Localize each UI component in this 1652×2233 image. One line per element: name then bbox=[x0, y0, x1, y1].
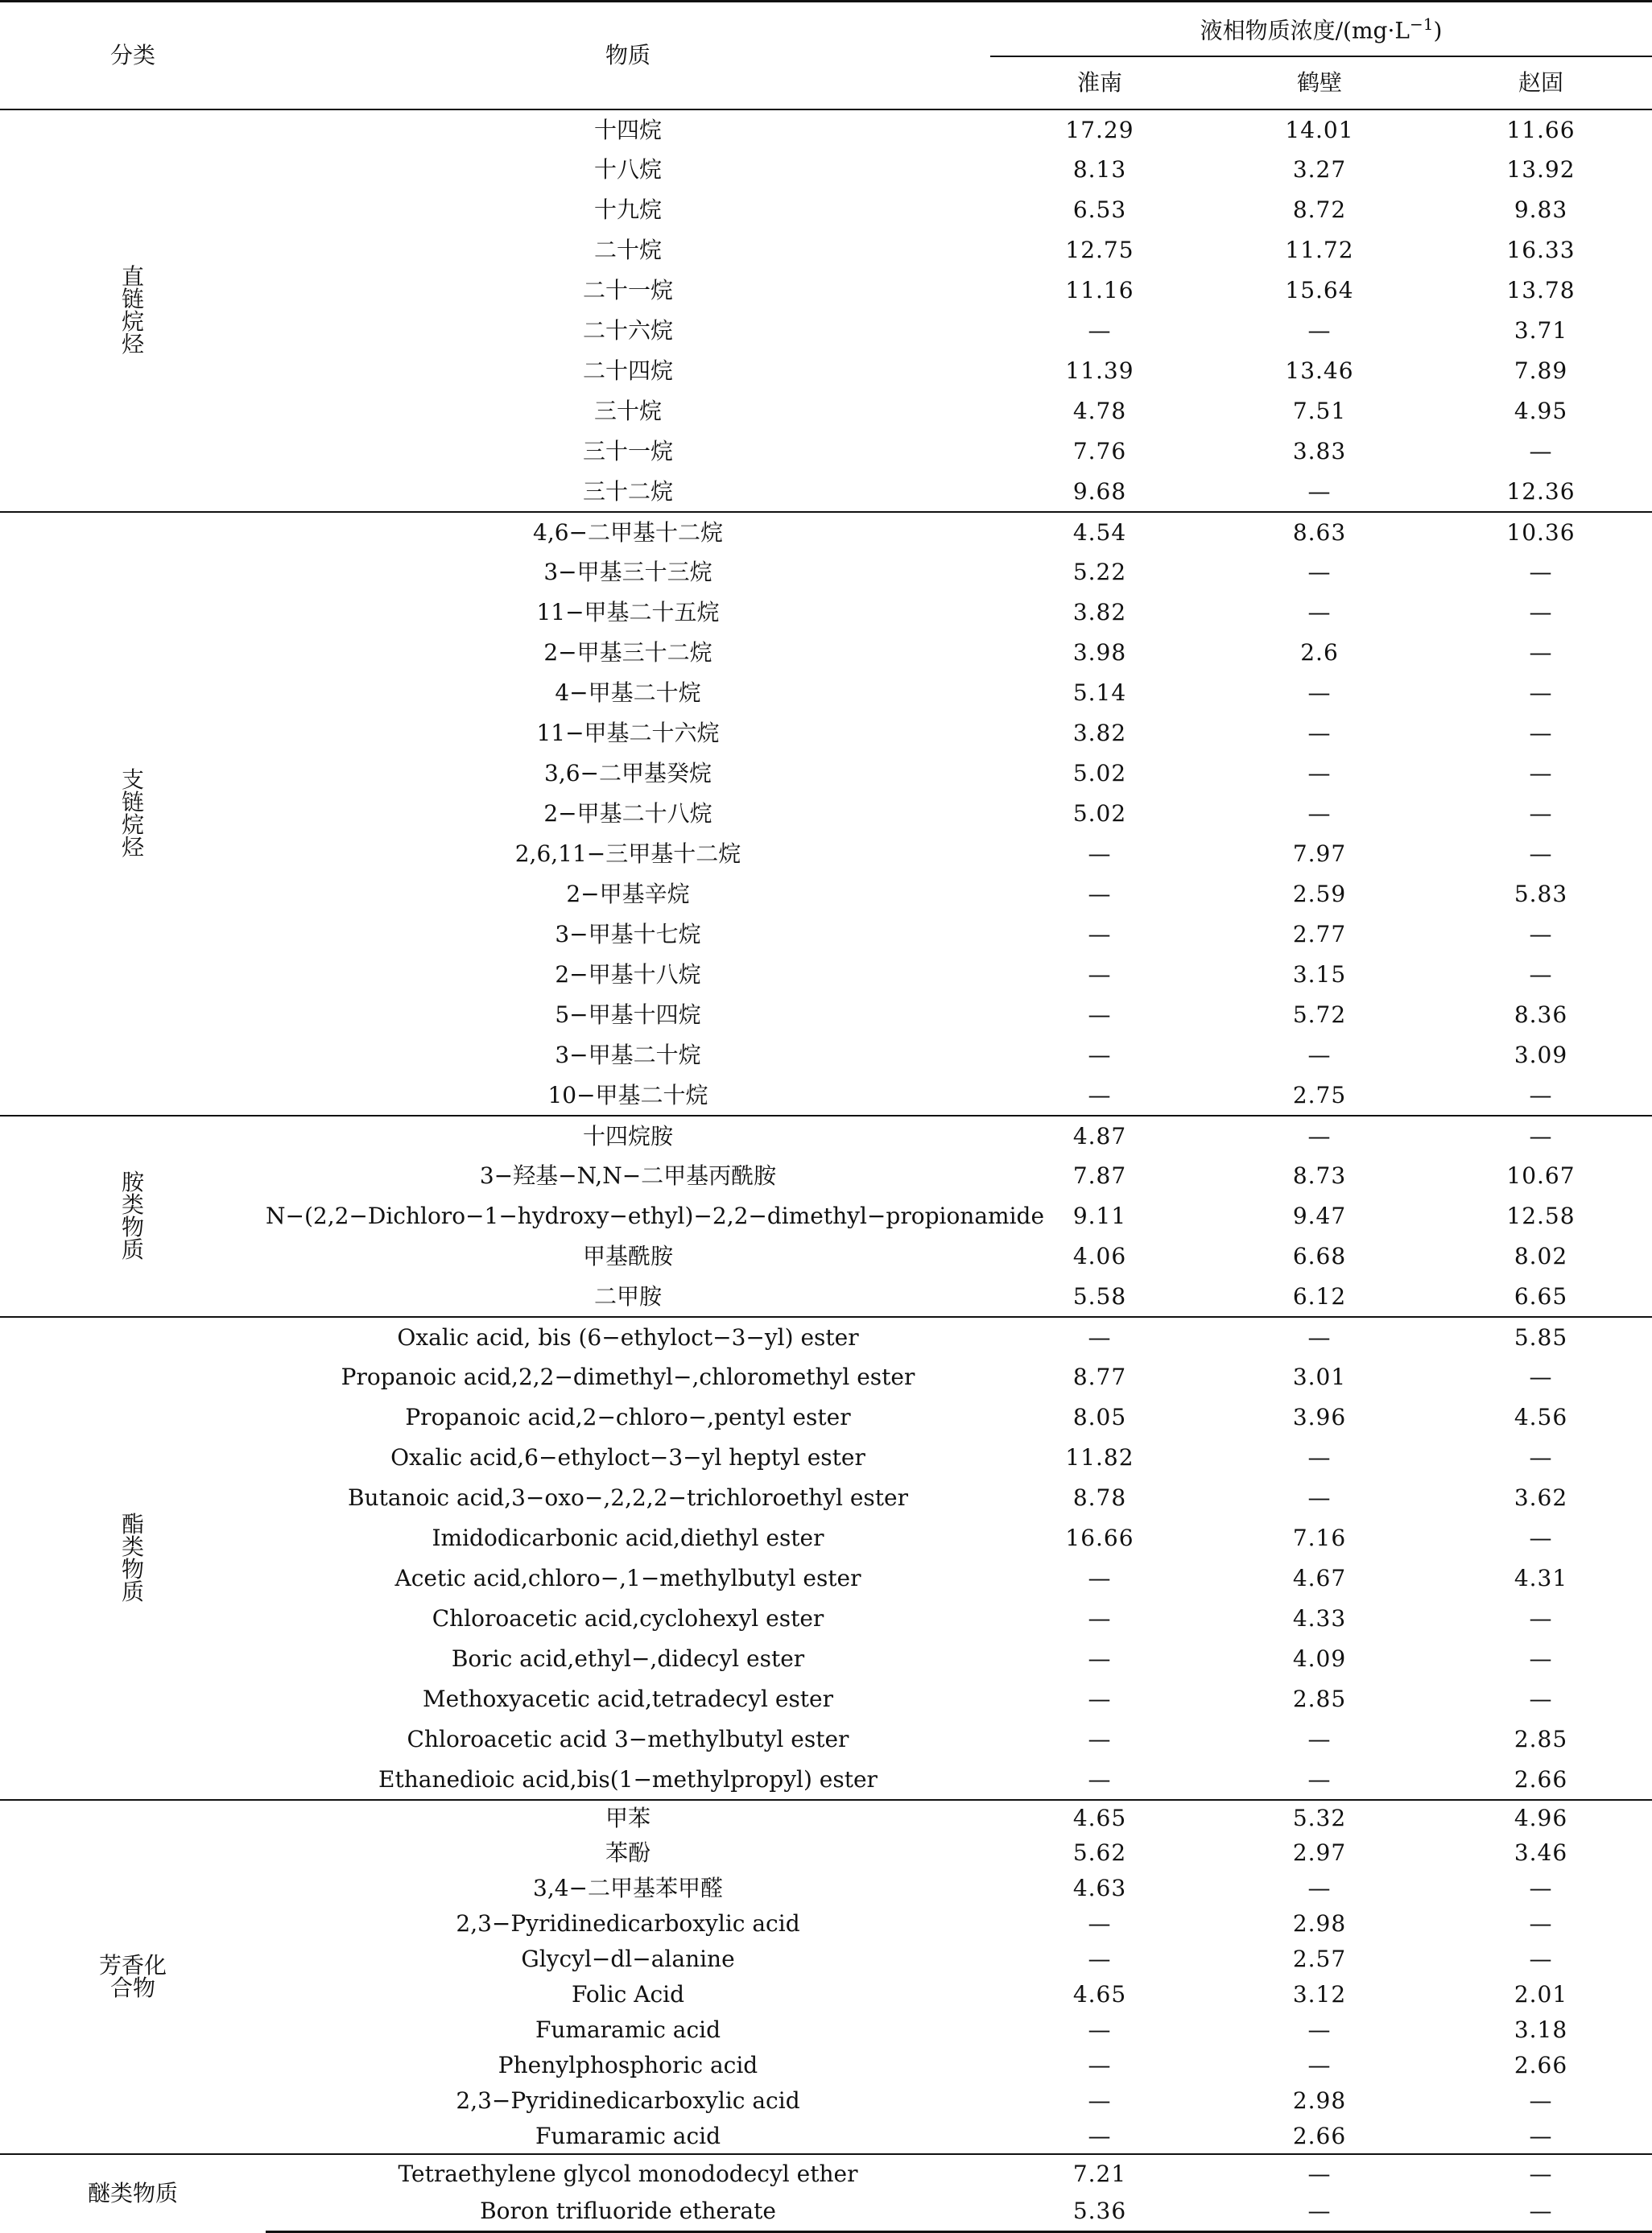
substance-name: 3−甲基十七烷 bbox=[555, 921, 701, 947]
substance-name: Methoxyacetic acid,tetradecyl ester bbox=[422, 1686, 834, 1712]
value-huainan: — bbox=[1088, 840, 1112, 867]
value-hebi: — bbox=[1209, 2154, 1430, 2193]
value-zhaogu: 3.71 bbox=[1514, 317, 1568, 344]
value-zhaogu: — bbox=[1529, 599, 1553, 625]
value-huainan: — bbox=[990, 1317, 1209, 1357]
substance-name: 2−甲基三十二烷 bbox=[543, 639, 712, 666]
substance-name: N−(2,2−Dichloro−1−hydroxy−ethyl)−2,2−dimethyl−propionamide bbox=[266, 1203, 1045, 1229]
category-label bbox=[0, 1317, 266, 1800]
value-hebi: — bbox=[1307, 559, 1332, 585]
value-hebi: — bbox=[1307, 1765, 1332, 1793]
value-zhaogu: 13.92 bbox=[1506, 156, 1576, 183]
value-huainan: 8.05 bbox=[1072, 1404, 1127, 1430]
value-huainan: 9.68 bbox=[1072, 477, 1127, 505]
value-zhaogu: — bbox=[1529, 1875, 1553, 1901]
value-huainan: 5.02 bbox=[1072, 760, 1127, 786]
value-huainan: — bbox=[1088, 1645, 1112, 1672]
header-concentration-group: 液相物质浓度$/(mg\cdot L^{-1})$ bbox=[990, 2, 1652, 57]
value-hebi: 8.73 bbox=[1292, 1162, 1347, 1189]
value-hebi: 4.67 bbox=[1292, 1565, 1347, 1591]
category-label-part: 胺 bbox=[121, 1169, 144, 1195]
substance-name: Fumaramic acid bbox=[535, 2122, 721, 2149]
value-zhaogu: — bbox=[1529, 1444, 1553, 1471]
value-hebi: — bbox=[1307, 760, 1332, 786]
table-row bbox=[0, 512, 1652, 552]
value-zhaogu: — bbox=[1529, 1081, 1553, 1108]
substance-name: 3,6−二甲基癸烷 bbox=[544, 760, 712, 786]
category-label-part: 醚类物质 bbox=[87, 2179, 178, 2206]
value-hebi: 4.09 bbox=[1292, 1645, 1347, 1672]
category-label bbox=[0, 1116, 266, 1317]
substance-name: 二十一烷 bbox=[582, 277, 673, 303]
value-hebi: 11.72 bbox=[1285, 237, 1354, 263]
value-huainan: 5.62 bbox=[1072, 1839, 1127, 1866]
value-hebi: 15.64 bbox=[1285, 277, 1354, 303]
substance-name: Folic Acid bbox=[571, 1981, 685, 2008]
value-hebi: 2.97 bbox=[1292, 1839, 1347, 1866]
value-zhaogu: — bbox=[1529, 961, 1553, 988]
substance-name: 2,3−Pyridinedicarboxylic acid bbox=[456, 2087, 800, 2114]
value-huainan: 3.98 bbox=[1072, 639, 1127, 666]
table-body bbox=[0, 109, 1652, 2231]
substance-name: 2,3−Pyridinedicarboxylic acid bbox=[456, 1910, 800, 1937]
value-huainan: 3.82 bbox=[1072, 599, 1127, 625]
category-label-part: 类 bbox=[121, 1191, 144, 1218]
value-huainan: — bbox=[1088, 2122, 1112, 2149]
value-hebi: 2.6 bbox=[1300, 639, 1339, 666]
value-zhaogu: 2.85 bbox=[1514, 1726, 1568, 1752]
value-huainan: — bbox=[1088, 1565, 1112, 1591]
value-zhaogu: — bbox=[1529, 720, 1553, 746]
value-zhaogu: 6.65 bbox=[1514, 1282, 1568, 1310]
substance-name: Imidodicarbonic acid,diethyl ester bbox=[432, 1525, 824, 1551]
category-label-part: 烷 bbox=[121, 308, 144, 335]
value-hebi: 6.12 bbox=[1292, 1282, 1347, 1310]
value-zhaogu: 11.66 bbox=[1430, 109, 1652, 150]
value-zhaogu: 3.09 bbox=[1514, 1042, 1568, 1068]
substance-name: 三十二烷 bbox=[582, 477, 673, 505]
value-zhaogu: 2.01 bbox=[1514, 1981, 1568, 2008]
category-label-part: 链 bbox=[121, 286, 144, 312]
value-huainan: 4.65 bbox=[990, 1800, 1209, 1835]
value-hebi: — bbox=[1307, 720, 1332, 746]
value-hebi: 5.72 bbox=[1292, 1001, 1347, 1028]
value-huainan: — bbox=[1088, 881, 1112, 907]
value-zhaogu: 3.62 bbox=[1514, 1484, 1568, 1511]
substance-name: Acetic acid,chloro−,1−methylbutyl ester bbox=[394, 1565, 861, 1591]
value-zhaogu: 4.56 bbox=[1514, 1404, 1568, 1430]
value-huainan: 5.58 bbox=[1072, 1282, 1127, 1310]
substance-name: 2−甲基十八烷 bbox=[555, 961, 701, 988]
value-zhaogu: 4.31 bbox=[1514, 1565, 1568, 1591]
value-hebi: 9.47 bbox=[1292, 1203, 1347, 1229]
substance-name: Phenylphosphoric acid bbox=[498, 2052, 758, 2078]
value-zhaogu: — bbox=[1529, 800, 1553, 827]
substance-name: 二十四烷 bbox=[582, 357, 673, 384]
value-hebi: 3.96 bbox=[1292, 1404, 1347, 1430]
category-label-part: 链 bbox=[121, 789, 144, 815]
value-zhaogu: — bbox=[1529, 840, 1553, 867]
substance-name: Butanoic acid,3−oxo−,2,2,2−trichloroethyl ester bbox=[347, 1484, 909, 1511]
substance-name: 二十烷 bbox=[593, 237, 662, 263]
value-huainan: — bbox=[1088, 1910, 1112, 1937]
value-hebi: 2.98 bbox=[1292, 1910, 1347, 1937]
substance-name: Ethanedioic acid,bis(1−methylpropyl) ester bbox=[378, 1765, 878, 1793]
value-huainan: — bbox=[1088, 1001, 1112, 1028]
substance-name: 2,6,11−三甲基十二烷 bbox=[514, 840, 741, 867]
value-hebi: 2.57 bbox=[1292, 1946, 1347, 1972]
value-zhaogu: — bbox=[1529, 1910, 1553, 1937]
substance-name: 3−羟基−N,N−二甲基丙酰胺 bbox=[479, 1162, 777, 1189]
category-label bbox=[0, 512, 266, 1116]
category-label-part: 烃 bbox=[121, 331, 144, 357]
value-huainan: 7.76 bbox=[1072, 438, 1127, 464]
value-huainan: 9.11 bbox=[1072, 1203, 1127, 1229]
value-zhaogu: — bbox=[1529, 639, 1553, 666]
value-zhaogu: 3.46 bbox=[1514, 1839, 1568, 1866]
value-zhaogu: 7.89 bbox=[1514, 357, 1568, 384]
value-zhaogu: — bbox=[1529, 1364, 1553, 1390]
value-hebi: 2.77 bbox=[1292, 921, 1347, 947]
value-hebi: 2.59 bbox=[1292, 881, 1347, 907]
value-zhaogu: — bbox=[1529, 438, 1553, 464]
value-zhaogu: 8.02 bbox=[1514, 1243, 1568, 1269]
table-row bbox=[0, 109, 1652, 150]
value-hebi: — bbox=[1307, 2016, 1332, 2043]
value-hebi: 3.15 bbox=[1292, 961, 1347, 988]
table-row bbox=[0, 2154, 1652, 2193]
value-hebi: — bbox=[1307, 2052, 1332, 2078]
category-label-part: 质 bbox=[121, 1236, 144, 1263]
substance-name: Boric acid,ethyl−,didecyl ester bbox=[451, 1645, 805, 1672]
substance-name: 3,4−二甲基苯甲醛 bbox=[533, 1875, 723, 1901]
header-location-huainan: 淮南 bbox=[990, 56, 1209, 109]
substance-name: 三十烷 bbox=[593, 398, 662, 424]
substance-name: Tetraethylene glycol monododecyl ether bbox=[266, 2154, 990, 2193]
substance-name: 甲基酰胺 bbox=[582, 1243, 673, 1269]
value-huainan: — bbox=[1088, 1605, 1112, 1632]
value-huainan: 5.22 bbox=[1072, 559, 1127, 585]
value-huainan: — bbox=[1088, 961, 1112, 988]
value-zhaogu: — bbox=[1529, 1605, 1553, 1632]
value-huainan: — bbox=[1088, 1042, 1112, 1068]
value-huainan: 12.75 bbox=[1065, 237, 1134, 263]
value-zhaogu: — bbox=[1529, 2122, 1553, 2149]
value-hebi: 4.33 bbox=[1292, 1605, 1347, 1632]
value-zhaogu: — bbox=[1529, 679, 1553, 706]
value-zhaogu: — bbox=[1529, 559, 1553, 585]
value-hebi: — bbox=[1307, 1484, 1332, 1511]
category-label bbox=[0, 2154, 266, 2231]
value-zhaogu: — bbox=[1529, 2087, 1553, 2114]
substance-name: 十四烷 bbox=[266, 109, 990, 150]
value-huainan: 8.78 bbox=[1072, 1484, 1127, 1511]
substance-name: 4,6−二甲基十二烷 bbox=[266, 512, 990, 552]
value-zhaogu: 13.78 bbox=[1506, 277, 1576, 303]
value-zhaogu: 2.66 bbox=[1514, 2052, 1568, 2078]
substance-name: 三十一烷 bbox=[582, 438, 673, 464]
value-zhaogu: — bbox=[1529, 921, 1553, 947]
value-zhaogu: 8.36 bbox=[1514, 1001, 1568, 1028]
value-zhaogu: 16.33 bbox=[1506, 237, 1576, 263]
value-huainan: 4.54 bbox=[990, 512, 1209, 552]
value-hebi: 2.85 bbox=[1292, 1686, 1347, 1712]
header-category: 分类 bbox=[0, 2, 266, 110]
value-zhaogu: 3.18 bbox=[1514, 2016, 1568, 2043]
category-label-part: 质 bbox=[121, 1579, 144, 1605]
value-huainan: 17.29 bbox=[990, 109, 1209, 150]
value-huainan: — bbox=[1088, 1686, 1112, 1712]
substance-name: 十九烷 bbox=[593, 196, 662, 223]
value-huainan: 7.21 bbox=[990, 2154, 1209, 2193]
value-huainan: 6.53 bbox=[1072, 196, 1127, 223]
category-label-part: 合物 bbox=[109, 1975, 155, 2001]
substance-name: Chloroacetic acid,cyclohexyl ester bbox=[432, 1605, 824, 1632]
value-zhaogu: — bbox=[1529, 1525, 1553, 1551]
value-zhaogu: — bbox=[1430, 2154, 1652, 2193]
substance-name: 10−甲基二十烷 bbox=[547, 1081, 708, 1108]
value-hebi: — bbox=[1209, 1317, 1430, 1357]
value-huainan: 5.14 bbox=[1072, 679, 1127, 706]
category-label-part: 支 bbox=[121, 766, 144, 793]
value-huainan: 3.82 bbox=[1072, 720, 1127, 746]
value-huainan: — bbox=[1088, 921, 1112, 947]
value-zhaogu: 12.36 bbox=[1506, 477, 1576, 505]
value-hebi: — bbox=[1307, 477, 1332, 505]
table-row bbox=[0, 1800, 1652, 1835]
value-huainan: 4.63 bbox=[1072, 1875, 1127, 1901]
value-huainan: 7.87 bbox=[1072, 1162, 1127, 1189]
value-zhaogu: 5.85 bbox=[1430, 1317, 1652, 1357]
value-zhaogu: 10.67 bbox=[1506, 1162, 1576, 1189]
value-huainan: — bbox=[1088, 2016, 1112, 2043]
value-zhaogu: 5.83 bbox=[1514, 881, 1568, 907]
value-hebi: — bbox=[1307, 599, 1332, 625]
value-huainan: 11.39 bbox=[1065, 357, 1134, 384]
value-huainan: — bbox=[1088, 317, 1112, 344]
substance-name: Propanoic acid,2−chloro−,pentyl ester bbox=[405, 1404, 851, 1430]
value-huainan: 5.02 bbox=[1072, 800, 1127, 827]
substance-name: 二十六烷 bbox=[582, 317, 673, 344]
value-huainan: 8.77 bbox=[1072, 1364, 1127, 1390]
substance-name: Glycyl−dl−alanine bbox=[521, 1946, 735, 1972]
value-hebi: 3.27 bbox=[1292, 156, 1347, 183]
substance-name: Boron trifluoride etherate bbox=[266, 2193, 990, 2231]
value-hebi: 2.98 bbox=[1292, 2087, 1347, 2114]
value-hebi: — bbox=[1307, 1444, 1332, 1471]
category-label-part: 物 bbox=[121, 1214, 144, 1240]
substance-name: Oxalic acid,6−ethyloct−3−yl heptyl ester bbox=[390, 1444, 865, 1471]
value-huainan: 11.16 bbox=[1065, 277, 1134, 303]
value-hebi: 8.63 bbox=[1209, 512, 1430, 552]
value-zhaogu: 12.58 bbox=[1506, 1203, 1576, 1229]
value-huainan: — bbox=[1088, 1765, 1112, 1793]
value-huainan: — bbox=[1088, 2052, 1112, 2078]
value-hebi: 5.32 bbox=[1209, 1800, 1430, 1835]
category-label bbox=[0, 1800, 266, 2154]
substance-name: 2−甲基辛烷 bbox=[566, 881, 690, 907]
category-label-part: 直 bbox=[121, 263, 144, 290]
substance-name: 甲苯 bbox=[266, 1800, 990, 1835]
value-hebi: — bbox=[1307, 317, 1332, 344]
value-huainan: 8.13 bbox=[1072, 156, 1127, 183]
substance-name: Fumaramic acid bbox=[535, 2016, 721, 2043]
header-location-hebi: 鹤壁 bbox=[1209, 56, 1430, 109]
category-label-part: 物 bbox=[121, 1556, 144, 1583]
value-hebi: 7.16 bbox=[1292, 1525, 1347, 1551]
substance-name: 4−甲基二十烷 bbox=[555, 679, 701, 706]
value-hebi: — bbox=[1307, 1875, 1332, 1901]
value-huainan: 4.65 bbox=[1072, 1981, 1127, 2008]
value-hebi: 8.72 bbox=[1292, 196, 1347, 223]
category-label-part: 芳香化 bbox=[98, 1952, 167, 1979]
value-hebi: 2.66 bbox=[1292, 2122, 1347, 2149]
substance-name: 11−甲基二十五烷 bbox=[536, 599, 720, 625]
table-row bbox=[0, 1317, 1652, 1357]
value-hebi: 7.97 bbox=[1292, 840, 1347, 867]
value-huainan: 4.87 bbox=[990, 1116, 1209, 1156]
value-huainan: — bbox=[1088, 2087, 1112, 2114]
value-hebi: — bbox=[1307, 1042, 1332, 1068]
value-huainan: 16.66 bbox=[1065, 1525, 1134, 1551]
value-hebi: — bbox=[1307, 1726, 1332, 1752]
substance-name: Oxalic acid, bis (6−ethyloct−3−yl) ester bbox=[266, 1317, 990, 1357]
category-label-part: 酯 bbox=[121, 1511, 144, 1538]
value-zhaogu: 2.66 bbox=[1514, 1765, 1568, 1793]
substance-name: 苯酚 bbox=[605, 1839, 650, 1866]
substance-name: 5−甲基十四烷 bbox=[555, 1001, 701, 1028]
value-hebi: 14.01 bbox=[1209, 109, 1430, 150]
value-huainan: — bbox=[1088, 1946, 1112, 1972]
substance-name: 3−甲基二十烷 bbox=[555, 1042, 701, 1068]
category-label-part: 烷 bbox=[121, 811, 144, 838]
value-zhaogu: — bbox=[1430, 1116, 1652, 1156]
value-hebi: 13.46 bbox=[1285, 357, 1354, 384]
substance-name: 十八烷 bbox=[593, 156, 662, 183]
value-hebi: — bbox=[1307, 679, 1332, 706]
table-row bbox=[0, 1116, 1652, 1156]
substance-name: Propanoic acid,2,2−dimethyl−,chloromethyl ester bbox=[341, 1364, 915, 1390]
value-hebi: — bbox=[1307, 800, 1332, 827]
value-huainan: 5.36 bbox=[990, 2193, 1209, 2231]
value-huainan: 4.06 bbox=[1072, 1243, 1127, 1269]
value-zhaogu: — bbox=[1529, 1645, 1553, 1672]
value-huainan: — bbox=[1088, 1081, 1112, 1108]
value-hebi: 3.12 bbox=[1292, 1981, 1347, 2008]
value-zhaogu: 9.83 bbox=[1514, 196, 1568, 223]
value-zhaogu: — bbox=[1529, 1946, 1553, 1972]
value-hebi: 6.68 bbox=[1292, 1243, 1347, 1269]
substance-name: 11−甲基二十六烷 bbox=[536, 720, 720, 746]
value-hebi: 3.83 bbox=[1292, 438, 1347, 464]
category-label bbox=[0, 109, 266, 512]
value-zhaogu: 4.96 bbox=[1430, 1800, 1652, 1835]
value-hebi: 2.75 bbox=[1292, 1081, 1347, 1108]
substance-name: 3−甲基三十三烷 bbox=[543, 559, 712, 585]
substance-name: 二甲胺 bbox=[593, 1282, 662, 1310]
value-hebi: — bbox=[1209, 1116, 1430, 1156]
value-hebi: — bbox=[1209, 2193, 1430, 2231]
value-zhaogu: — bbox=[1529, 760, 1553, 786]
header-substance: 物质 bbox=[266, 2, 990, 110]
category-label-part: 类 bbox=[121, 1533, 144, 1560]
value-zhaogu: 10.36 bbox=[1430, 512, 1652, 552]
substance-name: 2−甲基二十八烷 bbox=[543, 800, 712, 827]
value-hebi: 3.01 bbox=[1292, 1364, 1347, 1390]
value-hebi: 7.51 bbox=[1292, 398, 1347, 424]
category-label-part: 烃 bbox=[121, 834, 144, 861]
substance-name: 十四烷胺 bbox=[266, 1116, 990, 1156]
value-zhaogu: — bbox=[1529, 1686, 1553, 1712]
value-huainan: — bbox=[1088, 1726, 1112, 1752]
value-zhaogu: 4.95 bbox=[1514, 398, 1568, 424]
header-location-zhaogu: 赵固 bbox=[1430, 56, 1652, 109]
value-huainan: 4.78 bbox=[1072, 398, 1127, 424]
value-zhaogu: — bbox=[1430, 2193, 1652, 2231]
substance-name: Chloroacetic acid 3−methylbutyl ester bbox=[407, 1726, 849, 1752]
value-huainan: 11.82 bbox=[1065, 1444, 1134, 1471]
